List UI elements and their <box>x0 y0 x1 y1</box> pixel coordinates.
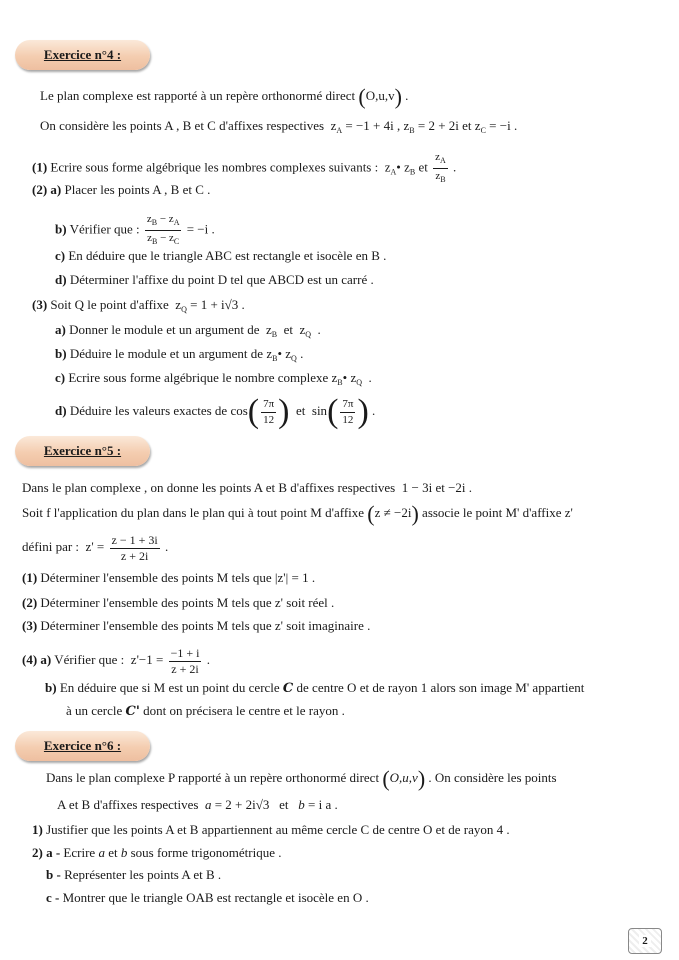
ex5-q4b-line1: b) En déduire que si M est un point du cercle C de centre O et de rayon 1 alors son image M' appartient <box>45 680 585 696</box>
ex4-q2b: b) Vérifier que : $\frac{z_B - z_A}{z_B - z_C}$ = −i . <box>55 213 215 246</box>
ex4-q2d: d) Déterminer l'affixe du point D tel que ABCD est un carré . <box>55 272 374 287</box>
ex5-q2: (2) Déterminer l'ensemble des points M tels que z' soit réel . <box>22 595 335 610</box>
ex4-q3a: a) Donner le module et un argument de $z_B$ et $z_Q$ . <box>55 322 321 339</box>
ex6-intro2: A et B d'affixes respectives a = 2 + 2i√3 et b = i a . <box>57 797 338 812</box>
ex5-q3: (3) Déterminer l'ensemble des points M tels que z' soit imaginaire . <box>22 618 371 633</box>
ex4-q3d: d) Déduire les valeurs exactes de cos( $\frac{7\pi}{12}$ ) et sin( $\frac{7\pi}{12}$ ) . <box>55 393 376 431</box>
ex4-q3c: c) Ecrire sous forme algébrique le nombre complexe $z_B•$ $z_Q$ . <box>55 370 372 387</box>
page-number: 2 <box>628 928 662 954</box>
ex4-q1: (1) Ecrire sous forme algébrique les nombres complexes suivants : $z_A•$ $z_B$ et $\frac{z_A}{z_B}$ . <box>32 151 457 184</box>
ex6-q1: 1) Justifier que les points A et B appartiennent au même cercle C de centre O et de rayon 4 . <box>32 822 510 837</box>
ex5-definition: défini par : z' = $\frac{z - 1 + 3i}{z + 2i}$ . <box>22 532 169 563</box>
ex4-q2c: c) En déduire que le triangle ABC est rectangle et isocèle en B . <box>55 248 387 263</box>
ex5-intro1: Dans le plan complexe , on donne les points A et B d'affixes respectives 1 − 3i et −2i . <box>22 480 473 495</box>
ex4-q2a: (2) a) Placer les points A , B et C . <box>32 182 211 197</box>
ex6-q2c: c - Montrer que le triangle OAB est rectangle et isocèle en O . <box>46 890 369 905</box>
ex6-q2b: b - Représenter les points A et B . <box>46 867 222 882</box>
ex4-q3b: b) Déduire le module et un argument de $z_B•$ $z_Q$ . <box>55 346 304 363</box>
ex4-q3: (3) Soit Q le point d'affixe $z_Q = 1 + i√3$ . <box>32 297 245 314</box>
ex5-q1: (1) Déterminer l'ensemble des points M tels que |z'| = 1 . <box>22 570 316 585</box>
ex5-q4a: (4) a) Vérifier que : z'−1 = $\frac{-1 + i}{z + 2i}$ . <box>22 645 210 676</box>
ex5-q4b-line2: à un cercle C' dont on précisera le centre et le rayon . <box>66 703 345 719</box>
ex4-intro2: On considère les points A , B et C d'affixes respectives $z_A = -1 + 4i$ , $z_B = 2 + 2i$ et $z_C = -i$ . <box>40 118 518 135</box>
exercise-6-badge: Exercice n°6 : <box>15 731 150 761</box>
ex6-q2a: 2) a - Ecrire a et b sous forme trigonométrique . <box>32 845 282 860</box>
exercise-5-badge: Exercice n°5 : <box>15 436 150 466</box>
exercise-4-badge: Exercice n°4 : <box>15 40 150 70</box>
ex5-intro2: Soit f l'application du plan dans le plan qui à tout point M d'affixe (z ≠ −2i) associe le point M' d'affixe z' <box>22 501 573 527</box>
ex6-intro1: Dans le plan complexe P rapporté à un repère orthonormé direct (O,u,v) . On considère les points <box>46 766 557 792</box>
ex4-intro1: Le plan complexe est rapporté à un repère orthonormé direct (O,u,v) . <box>40 84 409 110</box>
